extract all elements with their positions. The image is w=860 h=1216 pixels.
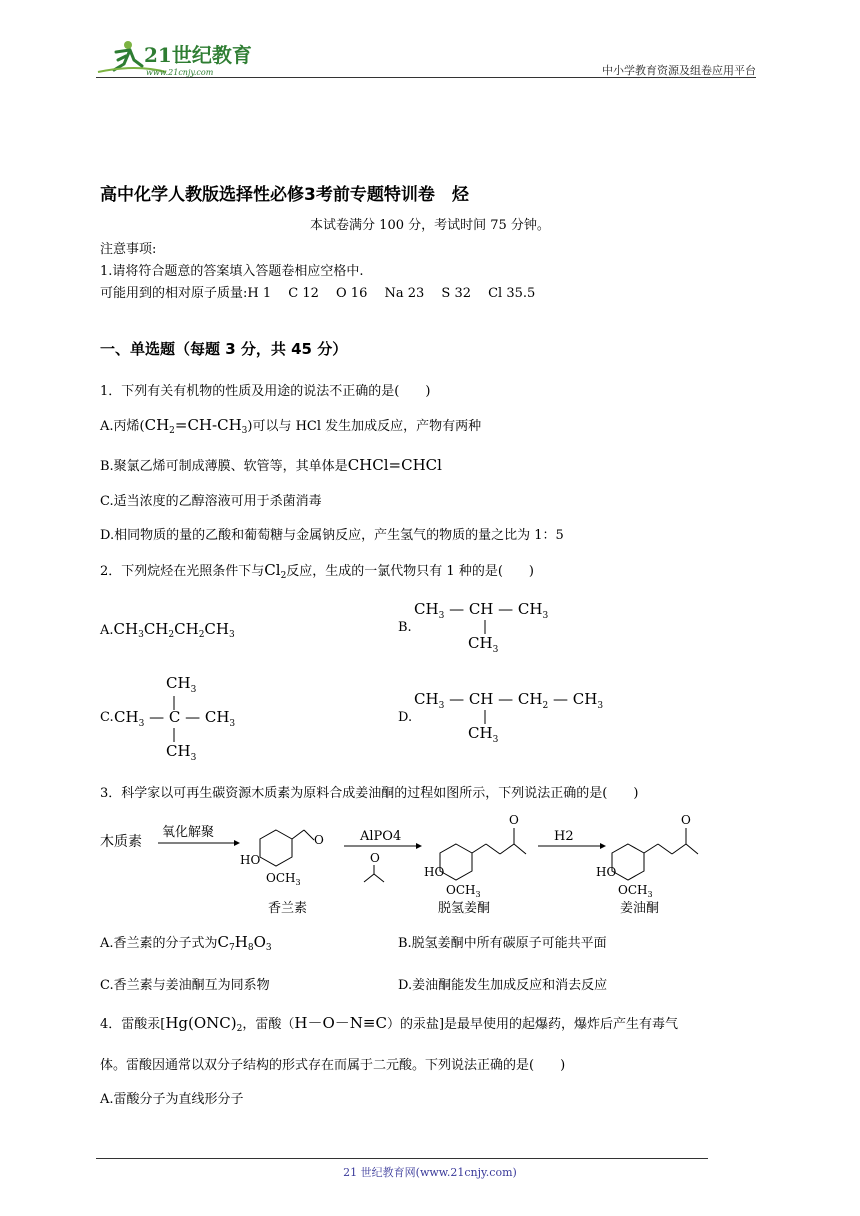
q2-a-label: A. [100, 623, 114, 638]
scheme-step2: AlPO4 [360, 829, 402, 844]
header-divider [96, 77, 756, 78]
svg-text:CH3: $CH_3$ [166, 742, 197, 763]
svg-text:HO: HO [596, 865, 617, 879]
scheme-comp2: 脱氢姜酮 [438, 901, 491, 916]
svg-text:OCH3: $OCH_3$ [446, 883, 481, 899]
q1-b-formula: CHCl=CHCl [347, 456, 442, 474]
q1-stem: 1．下列有关有机物的性质及用途的说法不正确的是( ) [100, 384, 431, 399]
site-logo [96, 38, 256, 78]
q1-option-d: D.相同物质的量的乙酸和葡萄糖与金属钠反应，产生氢气的物质的量之比为 1：5 [100, 528, 564, 543]
q4-mid: ，雷酸（ [242, 1017, 295, 1032]
atomic-masses: 可能用到的相对原子质量:H 1 C 12 O 16 Na 23 S 32 Cl 35.5 [100, 286, 536, 301]
q2-d-structure [410, 684, 610, 742]
scheme-comp1: 香兰素 [268, 901, 308, 916]
q4-prefix: 4．雷酸汞[ [100, 1017, 166, 1032]
q4-line2: 体。雷酸因通常以双分子结构的形式存在而属于二元酸。下列说法正确的是( ) [100, 1058, 566, 1073]
q2-a-formula: $CH_3CH_2CH_2CH_3$ [113, 620, 235, 640]
svg-text:OCH3: $OCH_3$ [618, 883, 653, 899]
q2-stem-suffix: 反应，生成的一氯代物只有 1 种的是( ) [286, 564, 534, 579]
q3-option-b: B.脱氢姜酮中所有碳原子可能共平面 [398, 936, 607, 951]
q3-option-d: D.姜油酮能发生加成反应和消去反应 [398, 978, 608, 993]
q2-c-label: C. [100, 710, 114, 725]
q1-b-prefix: B.聚氯乙烯可制成薄膜、软管等，其单体是 [100, 459, 348, 474]
scheme-step1: 氧化解聚 [162, 825, 215, 840]
dehydrozingerone-structure [424, 813, 526, 899]
q2-stem-prefix: 2．下列烷烃在光照条件下与 [100, 564, 265, 579]
svg-text:CH3 — CH — CH2 — CH3: $CH_3$ — CH — $CH_2$ — $CH_3$ [414, 690, 604, 711]
section-heading: 一、单选题（每题 3 分，共 45 分） [100, 340, 348, 358]
logo-url: www.21cnjy.com [146, 68, 214, 77]
q3-option-a [100, 932, 272, 953]
q4-option-a: A.雷酸分子为直线形分子 [100, 1092, 244, 1107]
svg-text:O: O [681, 813, 691, 827]
q1-option-c: C.适当浓度的乙醇溶液可用于杀菌消毒 [100, 494, 322, 509]
q4-line1 [100, 1012, 678, 1034]
header-platform-text: 中小学教育资源及组卷应用平台 [602, 64, 756, 77]
svg-text:HO: HO [240, 853, 261, 867]
q2-cl2: $Cl_2$ [264, 561, 287, 581]
q4-formula1: $Hg(ONC)_2$ [165, 1014, 243, 1034]
svg-text:CH3 — C — CH3: $CH_3$ — C — $CH_3$ [114, 708, 236, 729]
page-title: 高中化学人教版选择性必修3考前专题特训卷 烃 [100, 185, 469, 205]
q2-c-structure [112, 668, 242, 764]
q3-stem: 3．科学家以可再生碳资源木质素为原料合成姜油酮的过程如图所示，下列说法正确的是( ) [100, 786, 639, 801]
q1-a-formula: $CH_2=CH-CH_3$ [144, 416, 248, 436]
svg-text:OCH3: $OCH_3$ [266, 871, 301, 887]
scheme-step3: H2 [554, 829, 574, 844]
svg-text:O: O [314, 833, 324, 847]
q1-a-prefix: A.丙烯( [100, 419, 145, 434]
svg-text:CH3 — CH — CH3: $CH_3$ — CH — $CH_3$ [414, 600, 549, 621]
svg-text:O: O [509, 813, 519, 827]
notice-heading: 注意事项: [100, 242, 157, 257]
runner-logo-icon [96, 38, 256, 78]
q4-formula2: H－O－N≡C [294, 1014, 387, 1032]
footer-divider [96, 1158, 708, 1159]
zingerone-structure [596, 813, 698, 899]
svg-text:HO: HO [424, 865, 445, 879]
q1-a-suffix: )可以与 HCl 发生加成反应，产物有两种 [247, 419, 482, 434]
scheme-comp3: 姜油酮 [620, 901, 660, 916]
q2-b-label: B. [398, 620, 412, 635]
q1-option-b [100, 455, 442, 474]
notice-item-1: 1.请将符合题意的答案填入答题卷相应空格中. [100, 264, 364, 279]
q1-option-a [100, 415, 481, 436]
svg-text:O: O [370, 851, 380, 865]
q3-option-c: C.香兰素与姜油酮互为同系物 [100, 978, 270, 993]
q2-stem [100, 560, 534, 581]
q3-reaction-scheme [100, 810, 740, 922]
exam-info: 本试卷满分 100 分，考试时间 75 分钟。 [310, 218, 550, 233]
q3-a-prefix: A.香兰素的分子式为 [100, 936, 218, 951]
footer-text: 21 世纪教育网(www.21cnjy.com) [343, 1166, 517, 1179]
q3-a-formula: $C_7H_8O_3$ [217, 933, 272, 953]
q2-option-a [100, 620, 235, 640]
svg-text:CH3: $CH_3$ [468, 724, 499, 742]
q2-b-structure [410, 596, 560, 654]
q2-d-label: D. [398, 710, 413, 725]
scheme-start: 木质素 [100, 834, 142, 850]
svg-text:CH3: $CH_3$ [166, 674, 197, 695]
vanillin-structure [240, 830, 324, 887]
logo-text: 21世纪教育 [144, 43, 252, 67]
q4-suffix: ）的汞盐]是最早使用的起爆药，爆炸后产生有毒气 [386, 1017, 679, 1032]
svg-text:CH3: $CH_3$ [468, 634, 499, 654]
